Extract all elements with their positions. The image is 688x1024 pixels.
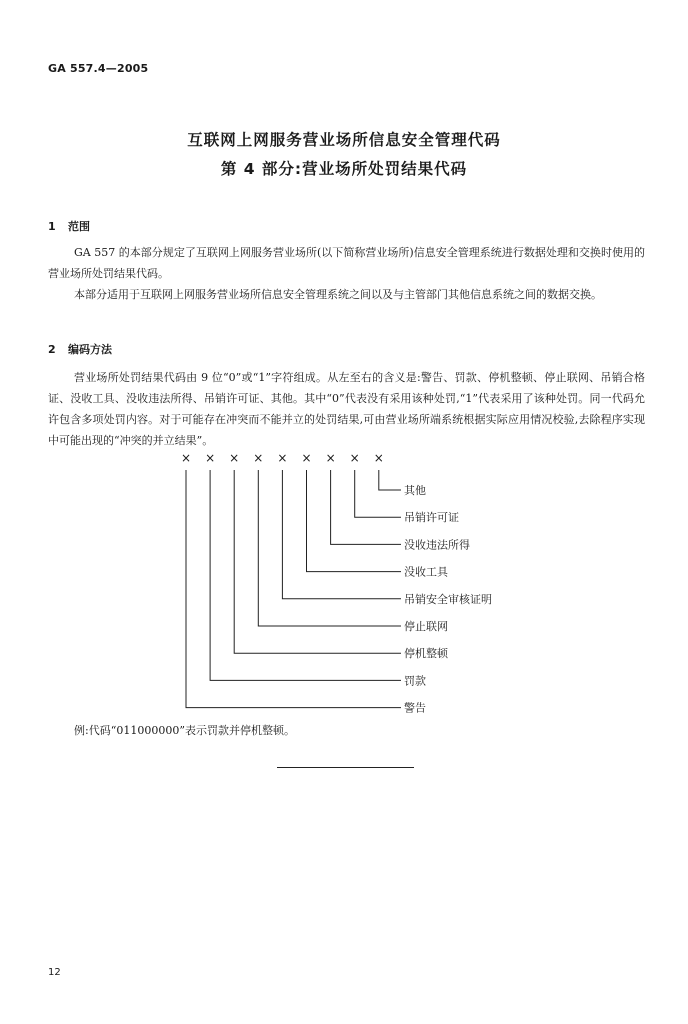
document-title: 互联网上网服务营业场所信息安全管理代码 (187, 131, 501, 149)
position-marker: × (205, 451, 216, 465)
leader-line (258, 470, 401, 626)
section-2-paragraph: 营业场所处罚结果代码由 9 位“0”或“1”字符组成。从左至右的含义是:警告、罚款、停机整顿、停止联网、吊销合格证、没收工具、没收违法所得、吊销许可证、其他。其中“0”代表没有采用该种处罚,“1”代表采用了该种处罚。同一代码允许包含多项处罚内容。对于可能存在冲突而不能并立的处罚结果,可由营业场所端系统根据实际应用情况校验,去除程序实现中可能出现的“冲突的并立结果”。 (48, 371, 645, 447)
section-1-paragraph-1: GA 557 的本部分规定了互联网上网服务营业场所(以下简称营业场所)信息安全管理系统进行数据处理和交换时使用的营业场所处罚结果代码。 (48, 246, 645, 280)
leader-line (307, 470, 402, 572)
document-code: GA 557.4—2005 (48, 62, 149, 75)
end-rule (277, 767, 414, 768)
penalty-label: 罚款 (404, 674, 426, 688)
penalty-label: 停机整顿 (404, 647, 448, 661)
penalty-label: 没收工具 (404, 565, 448, 579)
section-1-paragraph-2: 本部分适用于互联网上网服务营业场所信息安全管理系统之间以及与主管部门其他信息系统之间的数据交换。 (74, 288, 602, 301)
document-subtitle: 第 4 部分:营业场所处罚结果代码 (220, 160, 468, 178)
position-marker: × (253, 451, 264, 465)
section-number: 2 (48, 343, 56, 356)
leader-line (331, 470, 401, 544)
penalty-label: 吊销安全审核证明 (404, 592, 492, 606)
penalty-label: 没收违法所得 (404, 538, 470, 552)
position-marker: × (301, 451, 312, 465)
position-marker: × (277, 451, 288, 465)
leader-line (355, 470, 401, 517)
leader-line (282, 470, 401, 599)
example-text: 例:代码“011000000”表示罚款并停机整顿。 (74, 724, 295, 737)
position-marker: × (349, 451, 360, 465)
section-title: 范围 (68, 220, 90, 233)
position-marker: × (229, 451, 240, 465)
section-number: 1 (48, 220, 56, 233)
section-title: 编码方法 (68, 343, 112, 356)
position-marker: × (180, 451, 192, 465)
page-number: 12 (48, 967, 61, 978)
penalty-label: 其他 (404, 484, 426, 497)
leader-line (379, 470, 401, 490)
penalty-label: 警告 (404, 701, 426, 715)
penalty-label: 停止联网 (404, 620, 448, 633)
leader-line (210, 470, 401, 680)
penalty-label: 吊销许可证 (404, 511, 459, 525)
leader-line (186, 470, 401, 708)
position-marker: × (373, 451, 384, 465)
position-marker: × (325, 451, 336, 465)
